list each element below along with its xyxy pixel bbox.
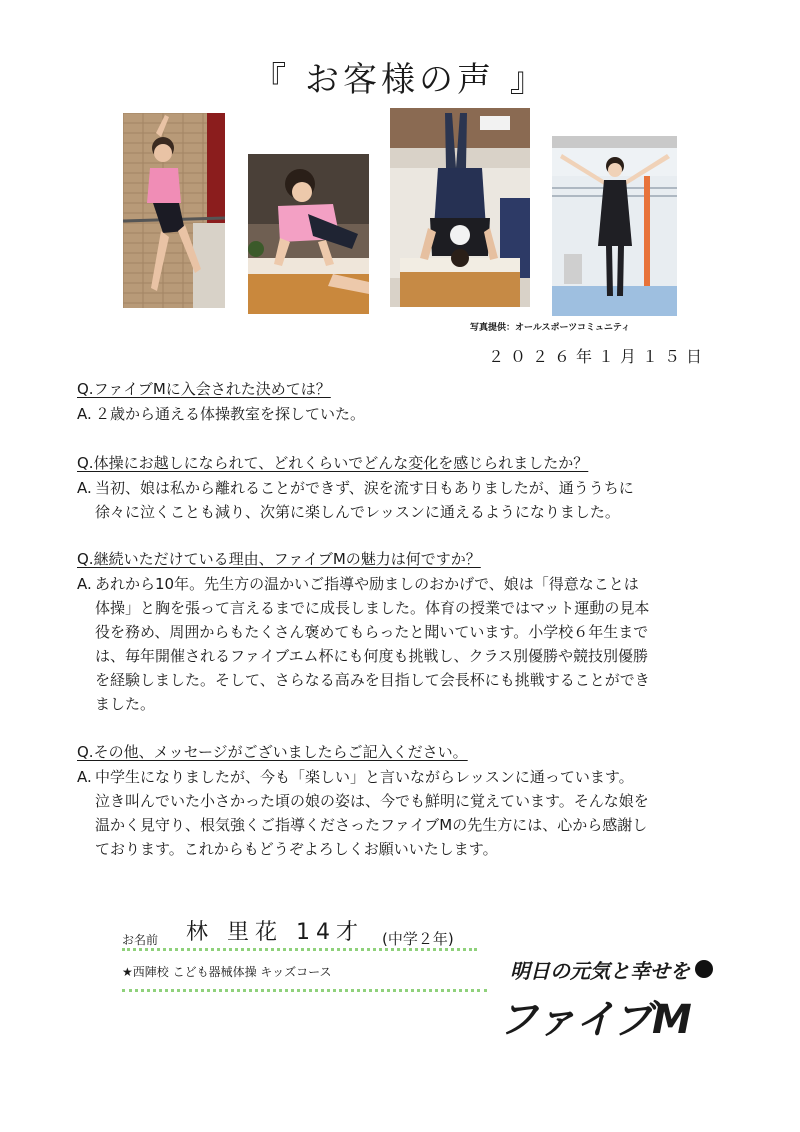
question-3: Q.継続いただけている理由、ファイブMの魅力は何ですか？ xyxy=(77,550,481,568)
answer-label: A. xyxy=(77,768,92,786)
girl-on-bar-photo xyxy=(123,113,225,308)
answer-text: ２歳から通える体操教室を探していた。 xyxy=(95,405,366,423)
answer-label: A. xyxy=(77,479,92,497)
question-2: Q.体操にお越しになられて、どれくらいでどんな変化を感じられましたか？ xyxy=(77,454,589,472)
dotted-divider xyxy=(122,989,487,992)
answer-text: 中学生になりましたが、今も「楽しい」と言いながらレッスンに通っています。 泣き叫んでいた小さかった頃の娘の姿は、今でも鮮明に覚えています。そんな娘を 温かく見守り、根気強くご指導くださったファイブMの先生方には、心から感謝し ております。これからもどうぞよろしくお願いいたします。 xyxy=(95,768,649,858)
answer-4 xyxy=(77,765,717,861)
question-4: Q.その他、メッセージがございましたらご記入ください。 xyxy=(77,743,468,761)
grade: (中学２年) xyxy=(382,930,454,948)
brand-slogan: 明日の元気と幸せを xyxy=(510,959,690,983)
logo-dot-icon xyxy=(695,960,713,978)
dotted-divider xyxy=(122,948,477,951)
date: ２０２６年１月１５日 xyxy=(488,347,709,366)
girl-pose-photo xyxy=(552,136,677,316)
girl-vaulting-photo xyxy=(248,154,369,314)
answer-text: 当初、娘は私から離れることができず、涙を流す日もありましたが、通ううちに 徐々に泣くことも減り、次第に楽しんでレッスンに通えるようになりました。 xyxy=(95,479,634,521)
handstand-on-vault-photo xyxy=(390,108,530,307)
answer-2 xyxy=(77,476,717,524)
answer-text: あれから10年。先生方の温かいご指導や励ましのおかげで、娘は「得意なことは 体操」と胸を張って言えるまでに成長しました。体育の授業ではマット運動の見本 役を務め、周囲からもたくさん褒めてもらったと聞いています。小学校６年生まで は、毎年開催されるファイブエム杯にも何度も挑戦し、クラス別優勝や競技別優勝 を経験しました。そして、さらなる高みを目指して会長杯にも挑戦することができ ました。 xyxy=(95,575,650,713)
page-title: 『 お客様の声 』 xyxy=(252,60,548,100)
name-label: お名前 xyxy=(122,933,159,947)
answer-label: A. xyxy=(77,575,92,593)
answer-1 xyxy=(77,402,717,426)
brand-logo: ファイブM xyxy=(498,997,691,1043)
answer-label: A. xyxy=(77,405,92,423)
answer-3 xyxy=(77,572,717,716)
question-1: Q.ファイブMに入会された決めては？ xyxy=(77,380,331,398)
school-course: ★西陣校 こども器械体操 キッズコース xyxy=(122,965,332,979)
name-value: 林 里花 14才 xyxy=(186,920,364,945)
photo-credit: 写真提供：オールスポーツコミュニティ xyxy=(470,323,631,333)
